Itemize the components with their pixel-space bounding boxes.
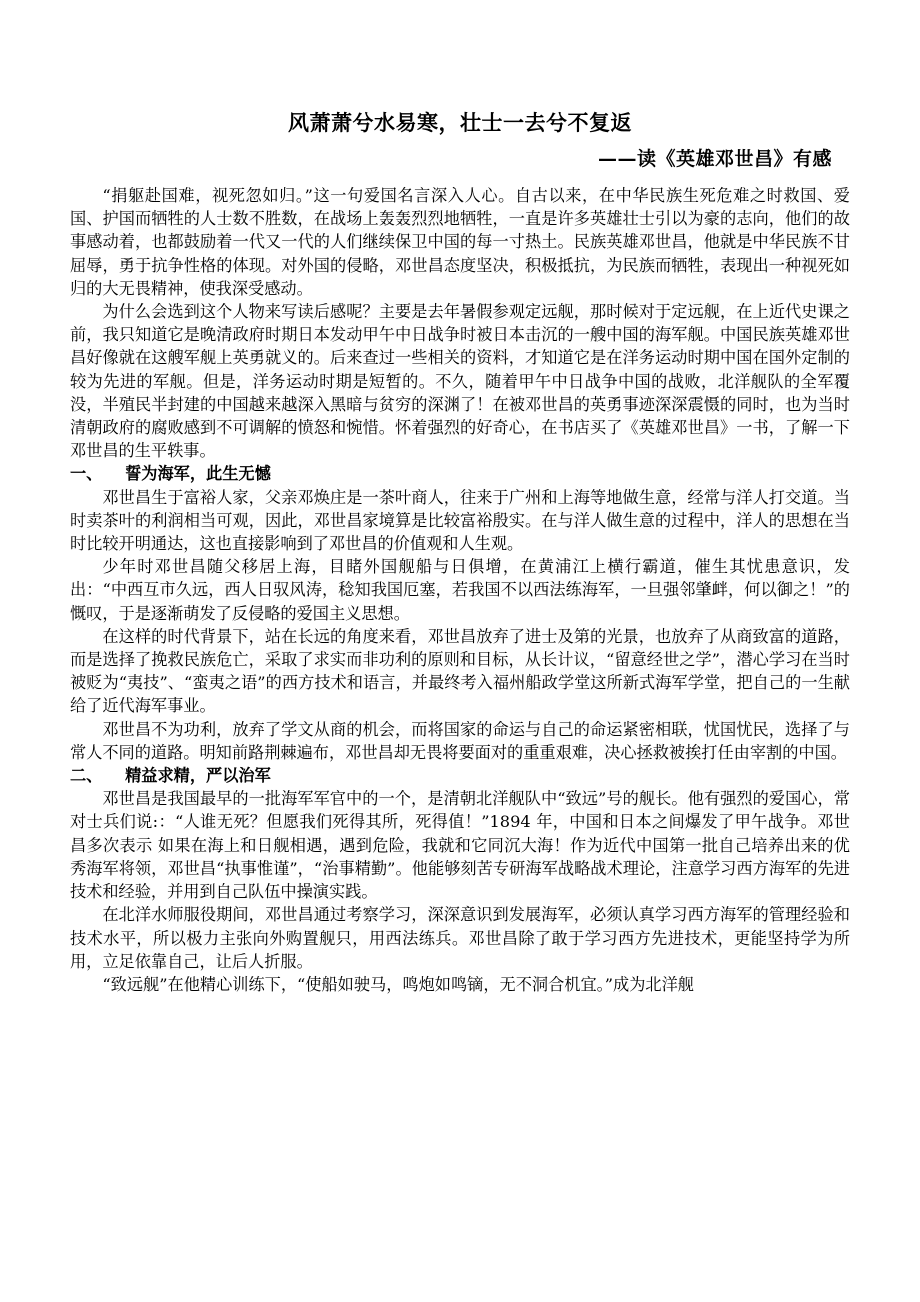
- document-subtitle: ——读《英雄邓世昌》有感: [597, 148, 832, 170]
- body-paragraph: 邓世昌是我国最早的一批海军军官中的一个，是清朝北洋舰队中“致远”号的舰长。他有强烈的爱国心，常对士兵们说:：“人谁无死？但愿我们死得其所，死得值！”1894 年，中国和日本之间爆发了甲午战争。邓世昌多次表示 如果在海上和日舰相遇，遇到危险，我就和它同沉大海！作为近代中国第一批自己培养出来的优秀海军将领，邓世昌“执事惟谨”，“治事精勤”。他能够刻苦专研海军战略战术理论，注意学习西方海军的先进技术和经验，并用到自己队伍中操演实践。: [70, 789, 850, 902]
- body-paragraph: 在北洋水师服役期间，邓世昌通过考察学习，深深意识到发展海军，必须认真学习西方海军的管理经验和技术水平，所以极力主张向外购置舰只，用西法练兵。邓世昌除了敢于学习西方先进技术，更能坚持学为所用，立足依靠自己，让后人折服。: [70, 905, 850, 971]
- section-heading: [70, 764, 850, 787]
- section-heading: [70, 462, 850, 485]
- document-content: [70, 108, 850, 996]
- body-paragraph: 为什么会选到这个人物来写读后感呢？主要是去年暑假参观定远舰，那时候对于定远舰，在上近代史课之前，我只知道它是晚清政府时期日本发动甲午中日战争时被日本击沉的一艘中国的海军舰。中国民族英雄邓世昌好像就在这艘军舰上英勇就义的。后来查过一些相关的资料，才知道它是在洋务运动时期中国在国外定制的较为先进的军舰。但是，洋务运动时期是短暂的。不久，随着甲午中日战争中国的战败，北洋舰队的全军覆没，半殖民半封建的中国越来越深入黑暗与贫穷的深渊了！在被邓世昌的英勇事迹深深震慑的同时，也为当时清朝政府的腐败感到不可调解的愤怒和惋惜。怀着强烈的好奇心，在书店买了《英雄邓世昌》一书，了解一下邓世昌的生平轶事。: [70, 302, 850, 461]
- body-paragraph: “致远舰”在他精心训练下，“使船如驶马，鸣炮如鸣镝，无不洞合机宜。”成为北洋舰: [102, 974, 694, 994]
- section-heading-text: 精益求精，严以治军: [125, 766, 271, 786]
- document-body: [70, 184, 850, 996]
- body-paragraph: “捐躯赴国难，视死忽如归。”这一句爱国名言深入人心。自古以来，在中华民族生死危难之时救国、爱国、护国而牺牲的人士数不胜数，在战场上轰轰烈烈地牺牲，一直是许多英雄壮士引以为豪的志向，他们的故事感动着，也都鼓励着一代又一代的人们继续保卫中国的每一寸热土。民族英雄邓世昌，他就是中华民族不甘屈辱，勇于抗争性格的体现。对外国的侵略，邓世昌态度坚决，积极抵抗，为民族而牺牲，表现出一种视死如归的大无畏精神，使我深受感动。: [70, 186, 850, 298]
- body-paragraph: 少年时邓世昌随父移居上海，目睹外国舰船与日俱增，在黄浦江上横行霸道，催生其忧患意识，发出：“中西互市久远，西人日驭风涛，稔知我国厄塞，若我国不以西法练海军，一旦强邻肇衅，何以御之！”的慨叹，于是逐渐萌发了反侵略的爱国主义思想。: [70, 557, 850, 623]
- body-paragraph: 邓世昌不为功利，放弃了学文从商的机会，而将国家的命运与自己的命运紧密相联，忧国忧民，选择了与常人不同的道路。明知前路荆棘遍布，邓世昌却无畏将要面对的重重艰难，决心拯救被挨打任由宰割的中国。: [70, 719, 850, 762]
- page-title: 风萧萧兮水易寒，壮士一去兮不复返: [288, 110, 632, 135]
- section-number: 一、: [70, 464, 103, 484]
- body-paragraph: 在这样的时代背景下，站在长远的角度来看，邓世昌放弃了进士及第的光景，也放弃了从商致富的道路，而是选择了挽救民族危亡，采取了求实而非功利的原则和目标，从长计议，“留意经世之学”，潜心学习在当时被贬为“夷技”、“蛮夷之语”的西方技术和语言，并最终考入福州船政学堂这所新式海军学堂，把自己的一生献给了近代海军事业。: [70, 626, 850, 716]
- section-heading-text: 誓为海军，此生无憾: [125, 464, 271, 484]
- section-number: 二、: [70, 766, 103, 786]
- body-paragraph: 邓世昌生于富裕人家，父亲邓焕庄是一茶叶商人，往来于广州和上海等地做生意，经常与洋人打交道。当时卖茶叶的利润相当可观，因此，邓世昌家境算是比较富裕殷实。在与洋人做生意的过程中，洋人的思想在当时比较开明通达，这也直接影响到了邓世昌的价值观和人生观。: [70, 487, 850, 554]
